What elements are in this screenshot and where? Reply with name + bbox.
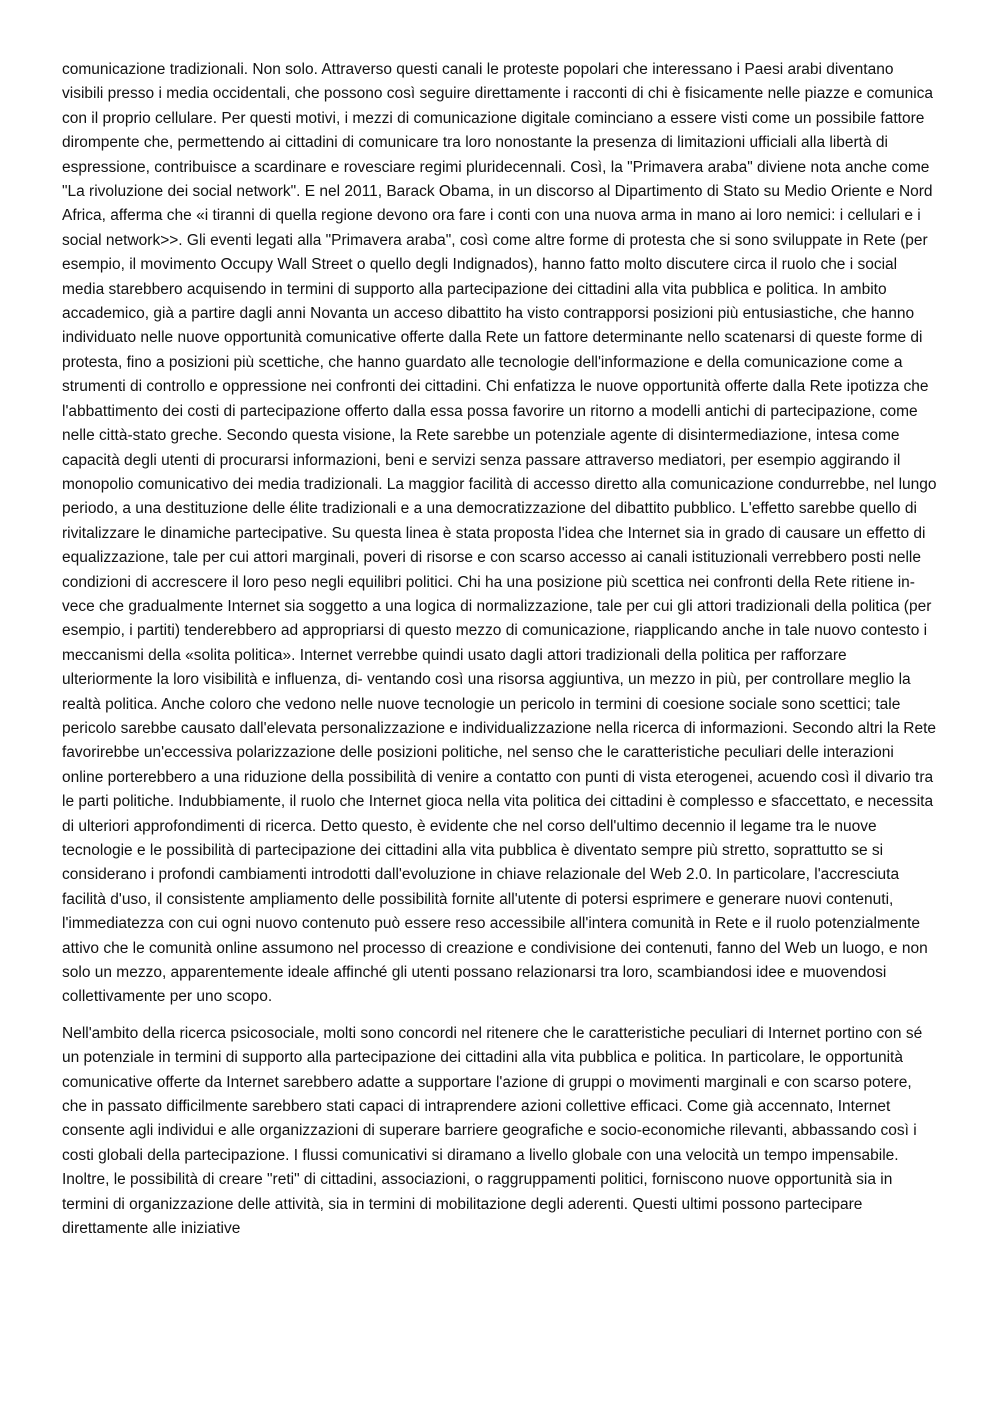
paragraph-1: comunicazione tradizionali. Non solo. Attraverso questi canali le proteste popolari che interessano i Paesi arabi diventano visibili presso i media occidentali, che possono così seguire direttamente i racconti di chi è fisicamente nelle piazze e comunica con il proprio cellulare. Per questi motivi, i mezzi di comunicazione digitale cominciano a essere visti come un possibile fattore dirompente che, permettendo ai cittadini di comunicare tra loro nonostante la presenza di limitazioni ufficiali alla libertà di espressione, contribuisce a scardinare e rovesciare regimi pluridecennali. Così, la "Primavera araba" diviene nota anche come "La rivoluzione dei social network". E nel 2011, Barack Obama, in un discorso al Dipartimento di Stato su Medio Oriente e Nord Africa, afferma che «i tiranni di quella regione devono ora fare i conti con una nuova arma in mano ai loro nemici: i cellulari e i social network>>. Gli eventi legati alla "Primavera araba", così come altre forme di protesta che si sono sviluppate in Rete (per esempio, il movimento Occupy Wall Street o quello degli Indignados), hanno fatto molto discutere circa il ruolo che i social media starebbero acquisendo in termini di supporto alla partecipazione dei cittadini alla vita pubblica e politica. In ambito accademico, già a partire dagli anni Novanta un acceso dibattito ha visto contrapporsi posizioni più entusiastiche, che hanno individuato nelle nuove opportunità comunicative offerte dalla Rete un fattore determinante nello scatenarsi di queste forme di protesta, fino a posizioni più scettiche, che hanno guardato alle tecnologie dell'informazione e della comunicazione come a strumenti di controllo e oppressione nei confronti dei cittadini. Chi enfatizza le nuove opportunità offerte dalla Rete ipotizza che l'abbattimento dei costi di partecipazione offerto dalla essa possa favorire un ritorno a modelli antichi di partecipazione, come nelle città-stato greche. Secondo questa visione, la Rete sarebbe un potenziale agente di disintermediazione, intesa come capacità degli utenti di procurarsi informazioni, beni e servizi senza passare attraverso mediatori, per esempio aggirando il monopolio comunicativo dei media tradizionali. La maggior facilità di accesso diretto alla comunicazione condurrebbe, nel lungo periodo, a una destituzione delle élite tradizionali e a una democratizzazione del dibattito pubblico. L'effetto sarebbe quello di rivitalizzare le dinamiche partecipative. Su questa linea è stata proposta l'idea che Internet sia in grado di causare un effetto di equalizzazione, tale per cui attori marginali, poveri di risorse e con scarso accesso ai canali istituzionali verrebbero posti nelle condizioni di accrescere il loro peso negli equilibri politici. Chi ha una posizione più scettica nei confronti della Rete ritiene in- vece che gradualmente Internet sia soggetto a una logica di normalizzazione, tale per cui gli attori tradizionali della politica (per esempio, i partiti) tenderebbero ad appropriarsi di questo mezzo di comunicazione, riapplicando anche in tale nuovo contesto i meccanismi della «solita politica». Internet verrebbe quindi usato dagli attori tradizionali della politica per rafforzare ulteriormente la loro visibilità e influenza, di- ventando così una risorsa aggiuntiva, un mezzo in più, per controllare meglio la realtà politica. Anche coloro che vedono nelle nuove tecnologie un pericolo in termini di coesione sociale sono scettici; tale pericolo sarebbe causato dall'elevata personalizzazione e individualizzazione nella ricerca di informazioni. Secondo altri la Rete favorirebbe un'eccessiva polarizzazione delle posizioni politiche, nel senso che le caratteristiche peculiari delle interazioni online porterebbero a una riduzione della possibilità di venire a contatto con punti di vista eterogenei, acuendo così il divario tra le parti politiche. Indubbiamente, il ruolo che Internet gioca nella vita politica dei cittadini è complesso e sfaccettato, e necessita di ulteriori approfondimenti di ricerca. Detto questo, è evidente che nel corso dell'ultimo decennio il legame tra le nuove tecnologie e le possibilità di partecipazione dei cittadini alla vita pubblica è diventato sempre più stretto, soprattutto se si considerano i profondi cambiamenti introdotti dall'evoluzione in chiave relazionale del Web 2.0. In particolare, l'accresciuta facilità d'uso, il consistente ampliamento delle possibilità fornite all'utente di potersi esprimere e generare nuovi contenuti, l'immediatezza con cui ogni nuovo contenuto può essere reso accessibile all'intera comunità in Rete e il ruolo potenzialmente attivo che le comunità online assumono nel processo di creazione e condivisione dei contenuti, fanno del Web un luogo, e non solo un mezzo, apparentemente ideale affinché gli utenti possano relazionarsi tra loro, scambiandosi idee e muovendosi collettivamente per uno scopo. [62,61,937,1006]
paragraph-2: Nell'ambito della ricerca psicosociale, molti sono concordi nel ritenere che le caratteristiche peculiari di Internet portino con sé un potenziale in termini di supporto alla partecipazione dei cittadini alla vita pubblica e politica. In particolare, le opportunità comunicative offerte da Internet sarebbero adatte a supportare l'azione di gruppi o movimenti marginali e con scarso potere, che in passato difficilmente sarebbero stati capaci di intraprendere azioni collettive efficaci. Come già accennato, Internet consente agli individui e alle organizzazioni di superare barriere geografiche e socio-economiche rilevanti, abbassando così i costi globali della partecipazione. I flussi comunicativi si diramano a livello globale con una velocità un tempo impensabile. Inoltre, le possibilità di creare "reti" di cittadini, associazioni, o raggruppamenti politici, forniscono nuove opportunità sia in termini di organizzazione delle attività, sia in termini di mobilitazione degli aderenti. Questi ultimi possono partecipare direttamente alle iniziative [62,1024,923,1238]
document-page [62,58,938,1242]
